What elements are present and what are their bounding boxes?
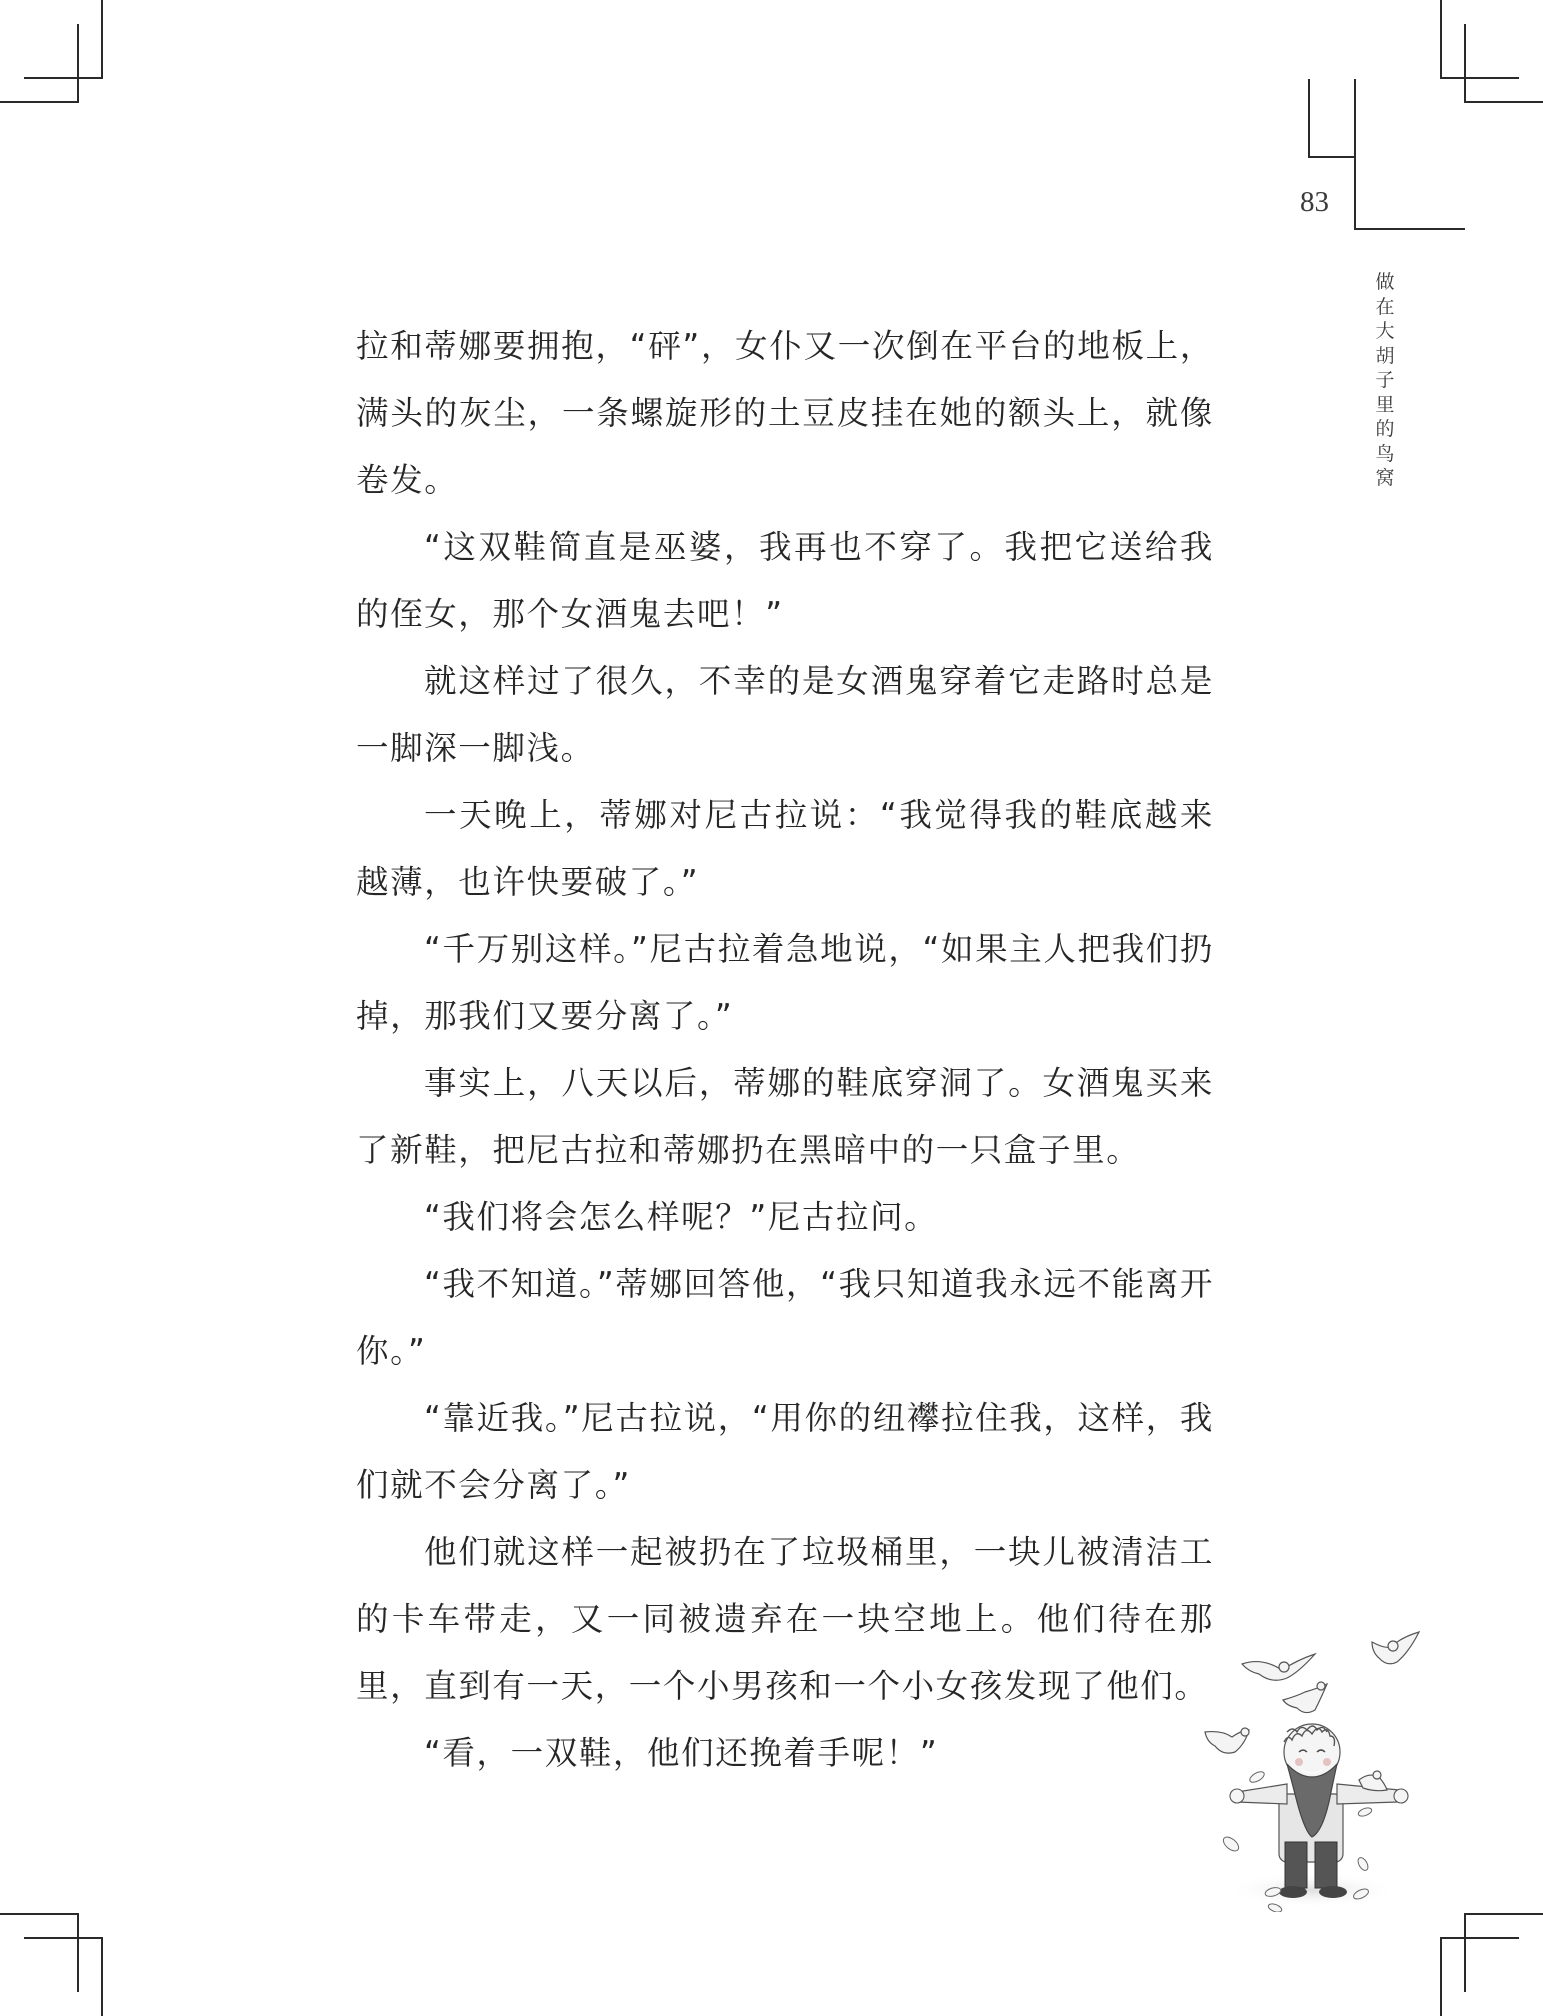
crop-mark-top-right-v1 — [1440, 0, 1442, 79]
crop-mark-top-left-h1 — [24, 77, 103, 79]
crop-mark-top-left-v1 — [101, 0, 103, 79]
bird-icon — [1242, 1654, 1315, 1680]
paragraph: 他们就这样一起被扔在了垃圾桶里，一块儿被清洁工的卡车带走，又一同被遗弃在一块空地上。他们待在那里，直到有一天，一个小男孩和一个小女孩发现了他们。 — [356, 1533, 1214, 1705]
paragraph: 就这样过了很久，不幸的是女酒鬼穿着它走路时总是一脚深一脚浅。 — [356, 662, 1214, 767]
crop-mark-bottom-left-h1 — [0, 1913, 79, 1915]
paragraph: “千万别这样。”尼古拉着急地说，“如果主人把我们扔掉，那我们又要分离了。” — [356, 930, 1214, 1035]
paragraph: “我不知道。”蒂娜回答他，“我只知道我永远不能离开你。” — [356, 1265, 1214, 1370]
page-bracket-left-v — [1308, 79, 1310, 158]
paragraph: 拉和蒂娜要拥抱，“砰”，女仆又一次倒在平台的地板上，满头的灰尘，一条螺旋形的土豆皮挂在她的额头上，就像卷发。 — [356, 327, 1214, 499]
bearded-man-with-birds-illustration — [1187, 1612, 1427, 1912]
crop-mark-bottom-right-h2 — [1440, 1937, 1519, 1939]
paragraph: “看，一双鞋，他们还挽着手呢！” — [424, 1734, 939, 1772]
crop-mark-top-left-v2 — [77, 24, 79, 103]
body-text — [356, 313, 1214, 1787]
paragraph: “靠近我。”尼古拉说，“用你的纽襻拉住我，这样，我们就不会分离了。” — [356, 1399, 1214, 1504]
crop-mark-bottom-left-v2 — [101, 1937, 103, 2016]
crop-mark-top-right-h1 — [1440, 77, 1519, 79]
paragraph: “这双鞋简直是巫婆，我再也不穿了。我把它送给我的侄女，那个女酒鬼去吧！” — [356, 528, 1214, 633]
bird-icon — [1372, 1632, 1419, 1664]
crop-mark-top-left-h2 — [0, 101, 79, 103]
bird-icon — [1205, 1728, 1249, 1753]
crop-mark-bottom-left-h2 — [24, 1937, 103, 1939]
bird-icon — [1359, 1771, 1387, 1791]
crop-mark-bottom-right-v2 — [1440, 1937, 1442, 2016]
page-bracket-right-v — [1354, 79, 1356, 230]
crop-mark-bottom-right-h1 — [1464, 1913, 1543, 1915]
crop-mark-top-right-h2 — [1464, 101, 1543, 103]
page-bracket-mid-h — [1308, 156, 1355, 158]
page-bracket-bottom-h — [1354, 228, 1465, 230]
running-title: 做在大胡子里的鸟窝 — [1375, 271, 1395, 489]
crop-mark-bottom-right-v1 — [1464, 1913, 1466, 1992]
paragraph: “我们将会怎么样呢？”尼古拉问。 — [424, 1198, 939, 1236]
paragraph: 事实上，八天以后，蒂娜的鞋底穿洞了。女酒鬼买来了新鞋，把尼古拉和蒂娜扔在黑暗中的一只盒子里。 — [356, 1064, 1214, 1169]
page-number: 83 — [1300, 186, 1329, 218]
bird-icon — [1283, 1682, 1327, 1713]
paragraph: 一天晚上，蒂娜对尼古拉说：“我觉得我的鞋底越来越薄，也许快要破了。” — [356, 796, 1214, 901]
crop-mark-bottom-left-v1 — [77, 1913, 79, 1992]
crop-mark-top-right-v2 — [1464, 24, 1466, 103]
